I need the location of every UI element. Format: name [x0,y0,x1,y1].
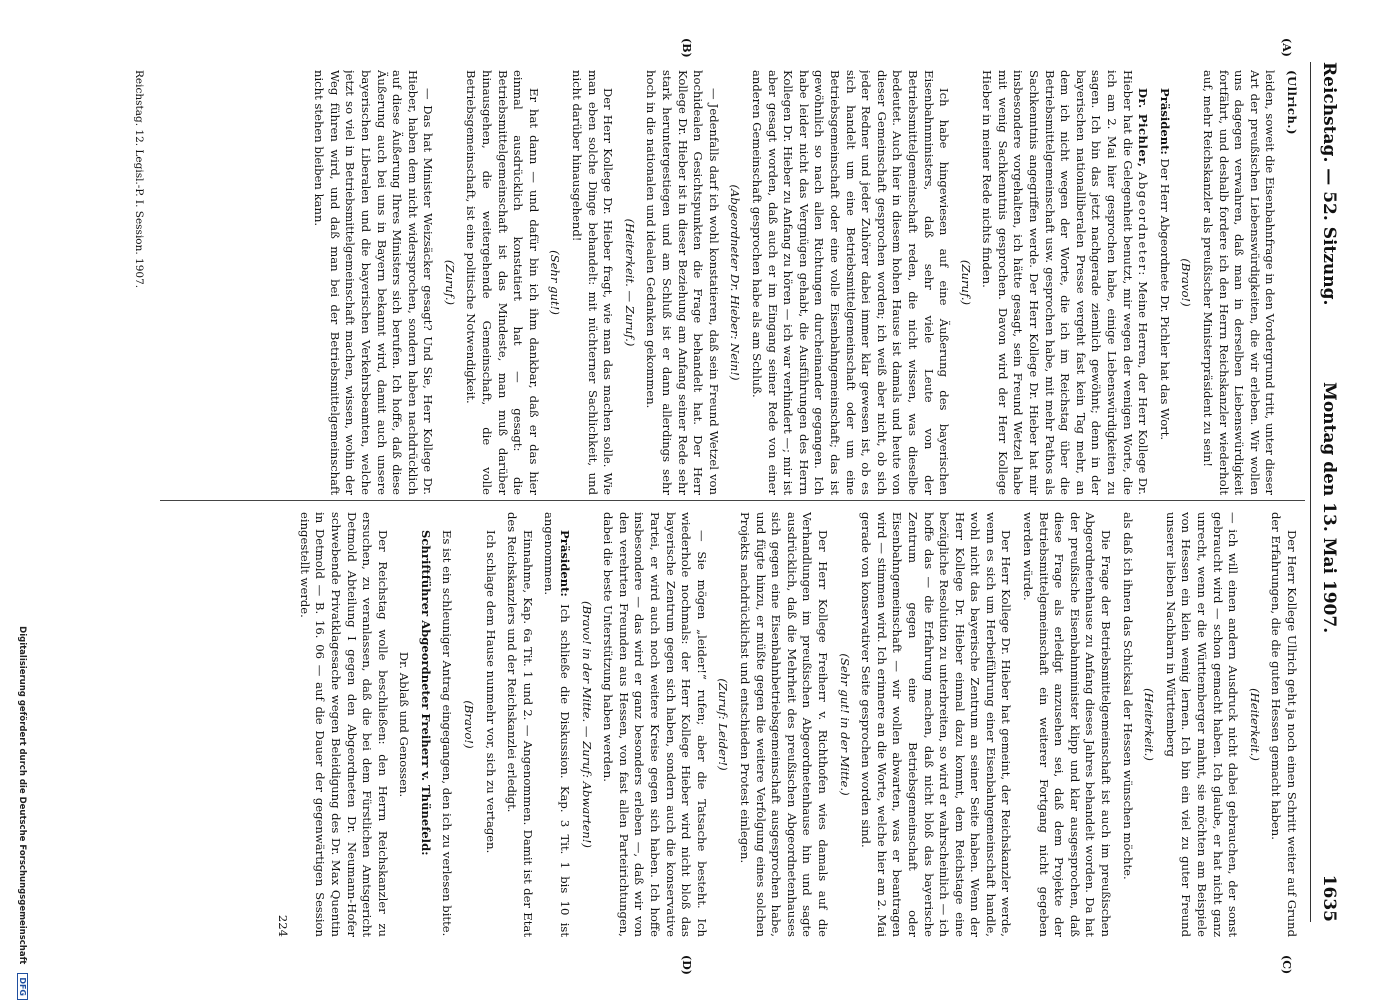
left-paragraph: — Jedenfalls darf ich wohl konstatieren, daß sein Freund Wetzel von hochidealen Gesichtspunkten die Frage behandelt hat. Der Herr Kollege Dr. Hieber ist in dieser Beziehung am Anfang seiner Rede sehr stark heruntergestiegen und am Schluß ist er dann allerdings sehr hoch in die nationalen und idealen Gedanken gekommen. [644,70,721,495]
right-paragraph: als daß ich ihnen das Schicksal der Hessen wünschen möchte. [1120,512,1135,880]
right-column [159,512,1299,937]
header-page-number: 1635 [1319,874,1339,922]
header-session: Reichstag. — 52. Sitzung. [1319,62,1339,306]
margin-letter-b: (B) [680,38,693,58]
interjection: (Bravo!) [1179,258,1194,307]
header-date: Montag den 13. Mai 1907. [1319,382,1339,634]
right-paragraph: Der Herr Kollege Dr. Hieber hat gemeint, der Reichskanzler werde, wenn es sich um Herbeiführung einer Eisenbahngemeinschaft handle, wohl nicht das bayerische Zentrum an seiner Seite haben. Wenn der Herr Kollege Dr. Hieber einmal dazu kommt, dem Reichstage eine bezügliche Resolution zu unterbreiten, so wird er wahrscheinlich — ich hoffe das — die Erfahrung machen, daß nicht bloß das bayerische Zentrum gegen eine Betriebsgemeinschaft oder Eisenbahngemeinschaft — wir wollen abwarten, was er beantragen wird — stimmen wird. Ich erinnere an die Worte, welche hier am 2. Mai gerade von konservativer Seite gesprochen worden sind. [859,512,1014,937]
right-paragraph: — Sie mögen „leider!“ rufen; aber die Tatsache besteht. Ich wiederhole nochmals: der Herr Kollege Hieber wird nicht bloß das bayerische Zentrum gegen sich haben, sondern auch die konservative Partei, er wird auch noch weitere Kreise gegen sich haben. Ich hoffe insbesondere — das wird er ganz besonders erleben —, daß wir von den verehrten Freunden aus Hessen, von fast allen Parteirichtungen, dabei die beste Unterstützung haben werden. [601,512,709,937]
footer-legislature: Reichstag. 12. Legisl.-P. I. Session. 1907. [133,70,145,289]
left-paragraph: Ich habe hingewiesen auf eine Äußerung des bayerischen Eisenbahnministers, daß sehr viele Leute von der Betriebsmittelgemeinschaft reden, die nicht wissen, was dieselbe bedeutet. Auch hier in diesem hohen Hause ist damals und heute von dieser Gemeinschaft gesprochen worden; ich weiß aber nicht, ob sich jeder Redner und jeder Zuhörer dabei immer klar gewesen ist, ob es sich handelt um eine Betriebsmittelgemeinschaft oder um eine Betriebsgemeinschaft oder eine volle Eisenbahngemeinschaft; das ist gewöhnlich so nach allen Richtungen durcheinander gegangen. Ich habe leider nicht das Vergnügen gehabt, die Ausführungen des Herrn Kollegen Dr. Hieber zu Anfang zu hören — ich war verhindert —; mir ist aber gesagt worden, daß auch er im Eingang seiner Rede von einer anderen Gemeinschaft gesprochen habe als am Schluß. [750,70,952,495]
margin-letter-d: (D) [680,955,693,975]
interjection: (Abgeordneter Dr. Hieber: Nein!) [728,184,743,381]
interjection: (Heiterkeit.) [1142,688,1157,761]
right-paragraph: Es ist ein schleuniger Antrag eingegangen, den ich zu verlesen bitte. [440,530,455,937]
interjection: (Sehr gut!) [548,250,563,315]
header-rule [1310,62,1311,922]
left-paragraph: Er hat dann — und dafür bin ich ihm dankbar, daß er das hier einmal ausdrücklich konstatiert hat — gesagt: die Betriebsmittelgemeinschaft ist das Mindeste, man muß darüber hinausgehen, die weitergehende Gemeinschaft, die volle Betriebsgemeinschaft, ist eine politische Notwendigkeit. [464,70,541,495]
motion-signatories: Dr. Ablaß und Genossen. [397,651,412,798]
margin-letter-a: (A) [1280,38,1293,57]
watermark-text: Digitalisierung gefördert durch die Deutsche Forschungsgemeinschaft [17,626,27,965]
right-paragraph: Der Herr Kollege Freiherr v. Richthofen wies damals auf die Verhandlungen im preußischen Abgeordnetenhause hin und sagte ausdrücklich, daß die Mehrheit des preußischen Abgeordnetenhauses sich gegen eine Eisenbahnbetriebsgemeinschaft ausgesprochen habe, und fügte hinzu, er müßte gegen die weitere Verfolgung eines solchen Projekts nachdrücklichst und entschieden Protest einlegen. [738,512,830,937]
dfg-watermark [14,0,28,1000]
dfg-logo: DFG [17,973,28,1000]
interjection: (Bravo!) [462,700,477,749]
right-paragraph: Die Frage der Betriebsmittelgemeinschaft ist auch im preußischen Abgeordnetenhause zu Anfang dieses Jahres behandelt worden. Da hat der preußische Eisenbahnminister klipp und klar ausgesprochen, daß diese Frage als erledigt anzusehen sei, daß dem Projekte der Betriebsmittelgemeinschaft ein weiterer Fortgang nicht gegeben werden würde. [1021,512,1114,937]
right-paragraph: Einnahme, Kap. 6a Tit. 1 und 2. — Angenommen. Damit ist der Etat des Reichskanzlers und der Reichskanzlei erledigt. [505,512,535,937]
secretary-statement: Schriftführer Abgeordneter Freiherr v. Thünefeld: [418,530,433,856]
right-paragraph: Der Herr Kollege Ullrich geht ja noch einen Schritt weiter auf Grund der Erfahrungen, die die guten Hessen gemacht haben. [1269,512,1299,937]
left-paragraph: leiden, soweit die Eisenbahnfrage in den Vordergrund tritt, unter dieser Art der preußischen Liebenswürdigkeiten, die wir erleben. Wir wollen uns dagegen verwahren, daß man in derselben Liebenswürdigkeit fortfährt, und deshalb fordere ich den Herrn Reichskanzler wiederholt auf, mehr Reichskanzler als preußischer Ministerpräsident zu sein! [1201,70,1278,495]
previous-speaker: (Ullrich.) [1285,70,1299,135]
left-paragraph: — Das hat Minister Weizsäcker gesagt? Und Sie, Herr Kollege Dr. Hieber, haben dem nicht widersprochen, sondern haben nachdrücklich auf diese Äußerung Ihres Ministers sich berufen. Ich hoffe, daß diese Äußerung auch bei uns in Bayern bekannt wird, damit auch unsere bayerischen Liberalen und die bayerischen Verkehrsbeamten, welche jetzt so viel in Betriebsmittelgemeinschaft machen, wissen, wohin der Weg führen wird, und daß man bei der Betriebsmittelgemeinschaft nicht stehen bleiben kann. [312,70,436,495]
president-statement: Präsident: Ich schließe die Diskussion. Kap. 3 Tit. 1 bis 10 ist angenommen. [542,512,573,937]
interjection: (Sehr gut! in der Mitte.) [837,653,852,796]
running-head [1313,62,1339,922]
right-paragraph: Ich schlage dem Hause nunmehr vor, sich zu vertagen. [483,530,498,854]
interjection: (Heiterkeit. — Zuruf.) [622,218,637,347]
right-paragraph: — ich will einen andern Ausdruck nicht dabei gebrauchen, der sonst gebraucht wird — schon gemacht haben. Ich glaube, er hat nicht ganz unrecht, wenn er die Württemberger mahnt, sie möchten am Beispiele von Hessen ein klein wenig lernen. Ich bin ein viel zu guter Freund unserer lieben Nachbarn in Württemberg [1163,512,1241,937]
interjection: (Zuruf: Leider!) [716,678,731,771]
interjection: (Zuruf.) [958,259,973,306]
left-paragraph: Der Herr Kollege Dr. Hieber fragt, wie man das machen solle. Wie man eben solche Dinge behandelt: mit nüchterner Sachlichkeit, und nicht darüber hinausgehend! [570,70,616,495]
sheet-number: 224 [276,914,291,937]
pichler-speech: Dr. Pichler, Abgeordneter: Meine Herren, der Herr Kollege Dr. Hieber hat die Gelegenheit benutzt, mir wegen der wenigen Worte, die ich am 2. Mai hier gesprochen habe, einige Liebenswürdigkeiten zu sagen. Ich bin das jetzt nachgerade ziemlich gewöhnt; denn in der bayerischen nationalliberalen Presse vergeht fast kein Tag mehr, an dem ich nicht wegen der Worte, die ich im Reichstag über die Betriebsmittelgemeinschaft usw. gesprochen habe, mit mehr Pathos als Sachkenntnis angegriffen werde. Der Herr Kollege Dr. Hieber hat mir insbesondere vorgehalten, ich hätte gesagt, sein Freund Wetzel habe mit wenig Sachkenntnis gesprochen. Davon wird der Herr Kollege Hieber in meiner Rede nichts finden. [980,70,1151,495]
column-divider [160,500,1305,501]
motion-text: Der Reichstag wolle beschließen: den Herrn Reichskanzler zu ersuchen, zu veranlassen, daß die bei dem Fürstlichen Amtsgericht Detmold Abteilung I gegen den Abgeordneten Dr. Neumann-Hofer schwebende Privatklagesache wegen Beleidigung des Dr. Max Quentin in Detmold — B. 16. 06 — auf die Dauer der gegenwärtigen Session eingestellt werde. [297,512,390,937]
left-column [159,70,1299,495]
interjection: (Heiterkeit.) [1247,688,1262,761]
interjection: (Zuruf.) [442,259,457,306]
interjection: (Bravo! in der Mitte. — Zuruf: Abwarten!) [579,601,594,848]
margin-letter-c: (C) [1280,955,1293,975]
president-statement: Präsident: Der Herr Abgeordnete Dr. Pichler hat das Wort. [1157,88,1172,441]
